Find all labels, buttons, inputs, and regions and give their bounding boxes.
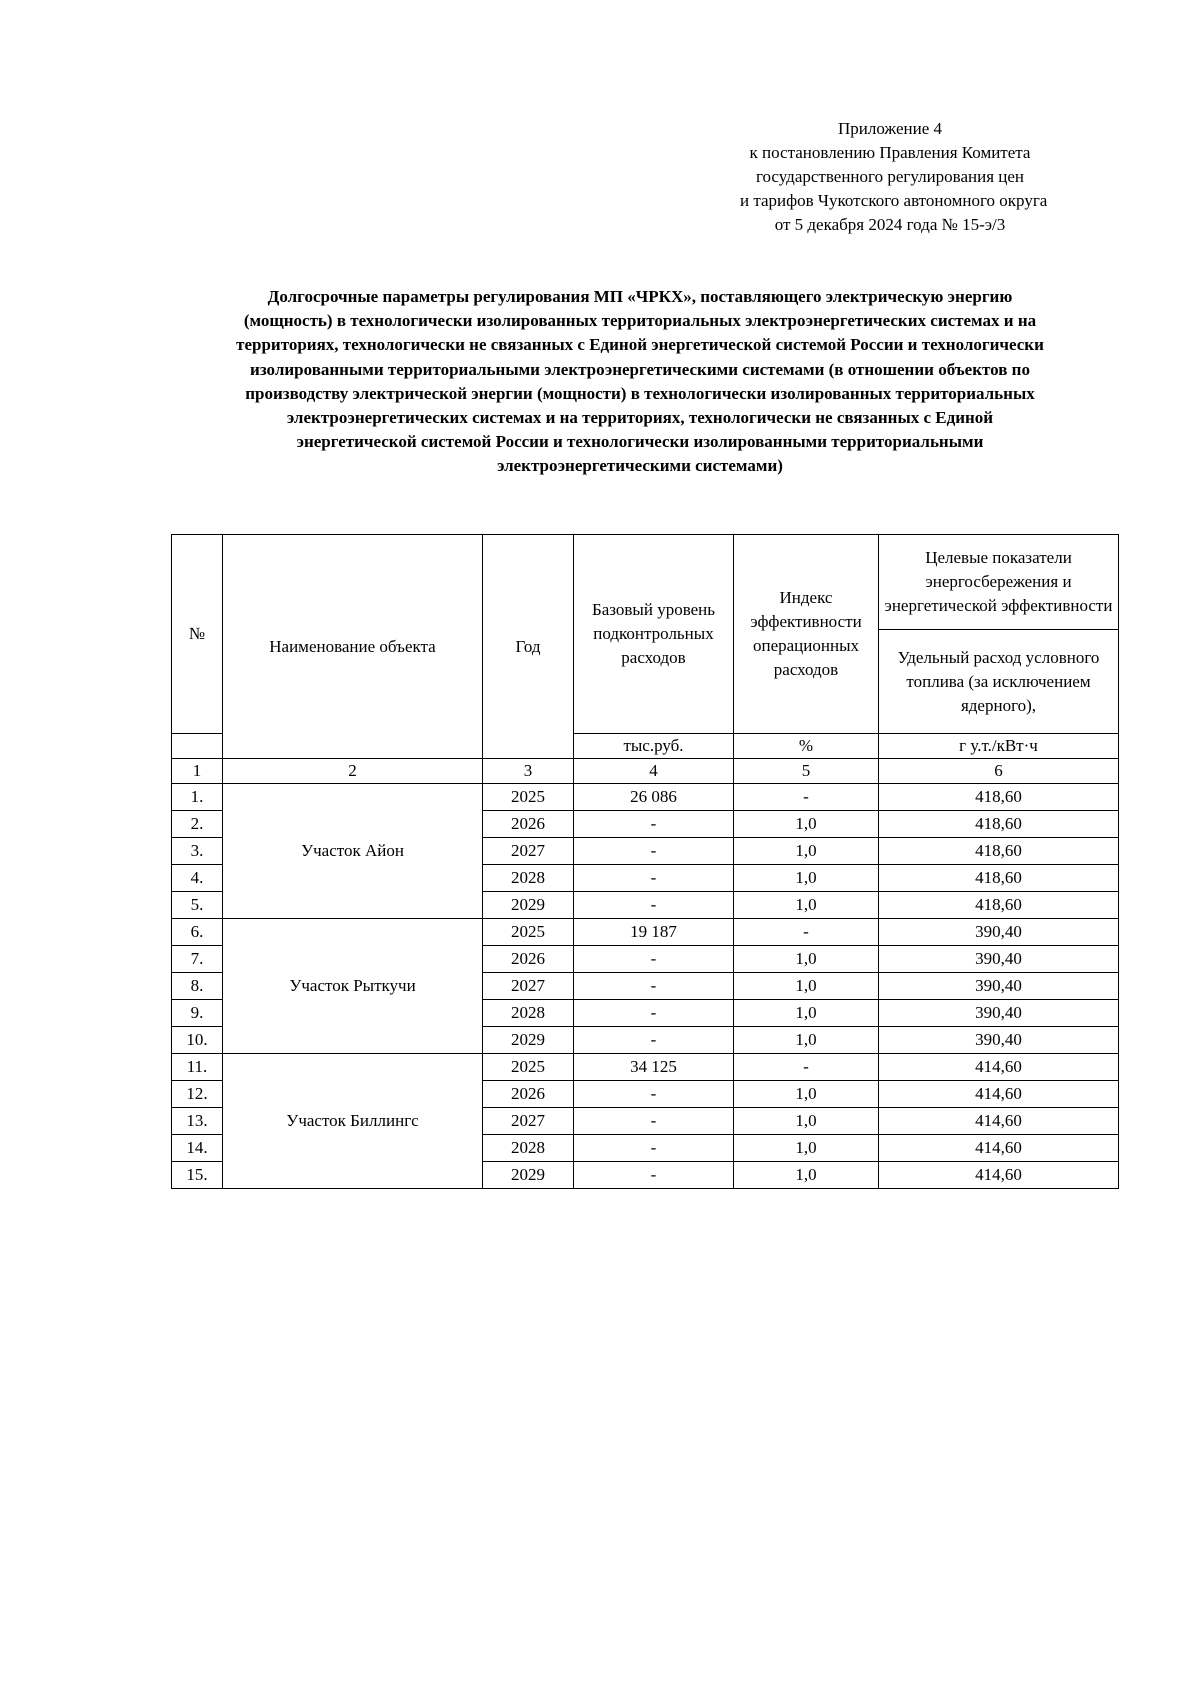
- row-fuel: 390,40: [879, 1027, 1119, 1054]
- row-base-level: 19 187: [574, 919, 734, 946]
- row-base-level: -: [574, 1135, 734, 1162]
- row-fuel: 390,40: [879, 1000, 1119, 1027]
- title-line: изолированными территориальными электроэнергетическими системами (в отношении объектов по: [250, 359, 1030, 379]
- title-line: электроэнергетических системах и на территориях, технологически не связанных с Единой: [286, 408, 994, 428]
- row-num: 10.: [172, 1027, 223, 1054]
- row-year: 2025: [483, 784, 574, 811]
- unit-base-level: тыс.руб.: [574, 734, 734, 759]
- row-index: 1,0: [734, 946, 879, 973]
- row-fuel: 418,60: [879, 784, 1119, 811]
- title-line: электроэнергетическими системами): [497, 456, 783, 476]
- row-year: 2028: [483, 1000, 574, 1027]
- title-line: территориях, технологически не связанных с Единой энергетической системой России и технологически: [236, 335, 1044, 355]
- row-base-level: -: [574, 1108, 734, 1135]
- unit-num-empty: [172, 734, 223, 759]
- row-index: -: [734, 919, 879, 946]
- row-fuel: 418,60: [879, 811, 1119, 838]
- row-num: 15.: [172, 1162, 223, 1189]
- row-num: 6.: [172, 919, 223, 946]
- row-index: 1,0: [734, 1081, 879, 1108]
- appendix-line: к постановлению Правления Комитета: [749, 143, 1031, 162]
- row-index: 1,0: [734, 1108, 879, 1135]
- row-year: 2026: [483, 811, 574, 838]
- row-year: 2026: [483, 946, 574, 973]
- row-num: 7.: [172, 946, 223, 973]
- row-num: 9.: [172, 1000, 223, 1027]
- appendix-line: государственного регулирования цен: [755, 167, 1025, 186]
- appendix-line: от 5 декабря 2024 года № 15-э/3: [774, 215, 1006, 234]
- row-index: 1,0: [734, 892, 879, 919]
- row-base-level: -: [574, 1162, 734, 1189]
- row-year: 2029: [483, 1027, 574, 1054]
- row-index: -: [734, 1054, 879, 1081]
- row-year: 2027: [483, 838, 574, 865]
- row-index: 1,0: [734, 1162, 879, 1189]
- header-base-level: Базовый уровень подконтрольных расходов: [574, 535, 734, 734]
- row-year: 2029: [483, 1162, 574, 1189]
- title-line: (мощность) в технологически изолированных территориальных электроэнергетических системах и на: [243, 311, 1037, 331]
- header-name: Наименование объекта: [223, 535, 483, 759]
- row-fuel: 414,60: [879, 1108, 1119, 1135]
- row-index: 1,0: [734, 838, 879, 865]
- row-fuel: 414,60: [879, 1054, 1119, 1081]
- header-fuel: Удельный расход условного топлива (за исключением ядерного),: [879, 630, 1119, 734]
- row-base-level: -: [574, 892, 734, 919]
- row-base-level: -: [574, 973, 734, 1000]
- row-year: 2027: [483, 1108, 574, 1135]
- row-year: 2025: [483, 1054, 574, 1081]
- title-line: энергетической системой России и технологически изолированными территориальными: [296, 432, 984, 452]
- row-num: 8.: [172, 973, 223, 1000]
- header-year: Год: [483, 535, 574, 759]
- appendix-header: [740, 117, 1048, 237]
- object-name: Участок Биллингс: [223, 1054, 483, 1189]
- unit-index: %: [734, 734, 879, 759]
- row-index: 1,0: [734, 1027, 879, 1054]
- row-num: 1.: [172, 784, 223, 811]
- row-base-level: -: [574, 811, 734, 838]
- row-year: 2028: [483, 865, 574, 892]
- column-number: 1: [172, 759, 223, 784]
- row-num: 5.: [172, 892, 223, 919]
- row-base-level: -: [574, 838, 734, 865]
- row-index: 1,0: [734, 1135, 879, 1162]
- object-name: Участок Айон: [223, 784, 483, 919]
- row-year: 2025: [483, 919, 574, 946]
- appendix-line: и тарифов Чукотского автономного округа: [740, 191, 1048, 210]
- row-base-level: -: [574, 865, 734, 892]
- header-index: Индекс эффективности операционных расходов: [734, 535, 879, 734]
- row-year: 2026: [483, 1081, 574, 1108]
- row-index: 1,0: [734, 973, 879, 1000]
- row-index: 1,0: [734, 1000, 879, 1027]
- row-fuel: 418,60: [879, 892, 1119, 919]
- row-year: 2027: [483, 973, 574, 1000]
- row-base-level: 34 125: [574, 1054, 734, 1081]
- table-row: [172, 784, 1119, 811]
- row-fuel: 390,40: [879, 946, 1119, 973]
- row-fuel: 414,60: [879, 1081, 1119, 1108]
- unit-fuel: г у.т./кВт·ч: [879, 734, 1119, 759]
- column-number: 4: [574, 759, 734, 784]
- row-fuel: 390,40: [879, 919, 1119, 946]
- row-num: 4.: [172, 865, 223, 892]
- row-fuel: 418,60: [879, 865, 1119, 892]
- row-num: 3.: [172, 838, 223, 865]
- column-number: 2: [223, 759, 483, 784]
- row-num: 12.: [172, 1081, 223, 1108]
- object-name: Участок Рыткучи: [223, 919, 483, 1054]
- document-title: [175, 285, 1105, 479]
- header-num: №: [172, 535, 223, 734]
- row-num: 2.: [172, 811, 223, 838]
- header-targets-group: Целевые показатели энергосбережения и энергетической эффективности: [879, 535, 1119, 630]
- column-number: 6: [879, 759, 1119, 784]
- row-base-level: -: [574, 1081, 734, 1108]
- table-row: [172, 919, 1119, 946]
- row-base-level: 26 086: [574, 784, 734, 811]
- row-num: 14.: [172, 1135, 223, 1162]
- row-index: -: [734, 784, 879, 811]
- row-index: 1,0: [734, 811, 879, 838]
- parameters-table: [171, 534, 1119, 1189]
- row-base-level: -: [574, 1027, 734, 1054]
- row-year: 2028: [483, 1135, 574, 1162]
- row-base-level: -: [574, 946, 734, 973]
- table-row: [172, 1054, 1119, 1081]
- title-line: Долгосрочные параметры регулирования МП «ЧРКХ», поставляющего электрическую энергию: [267, 287, 1013, 306]
- row-index: 1,0: [734, 865, 879, 892]
- row-year: 2029: [483, 892, 574, 919]
- row-fuel: 414,60: [879, 1162, 1119, 1189]
- row-fuel: 414,60: [879, 1135, 1119, 1162]
- title-line: производству электрической энергии (мощности) в технологически изолированных территориальных: [245, 383, 1035, 403]
- row-num: 11.: [172, 1054, 223, 1081]
- row-base-level: -: [574, 1000, 734, 1027]
- column-number: 5: [734, 759, 879, 784]
- row-fuel: 418,60: [879, 838, 1119, 865]
- column-number: 3: [483, 759, 574, 784]
- row-fuel: 390,40: [879, 973, 1119, 1000]
- appendix-line: Приложение 4: [838, 119, 942, 138]
- row-num: 13.: [172, 1108, 223, 1135]
